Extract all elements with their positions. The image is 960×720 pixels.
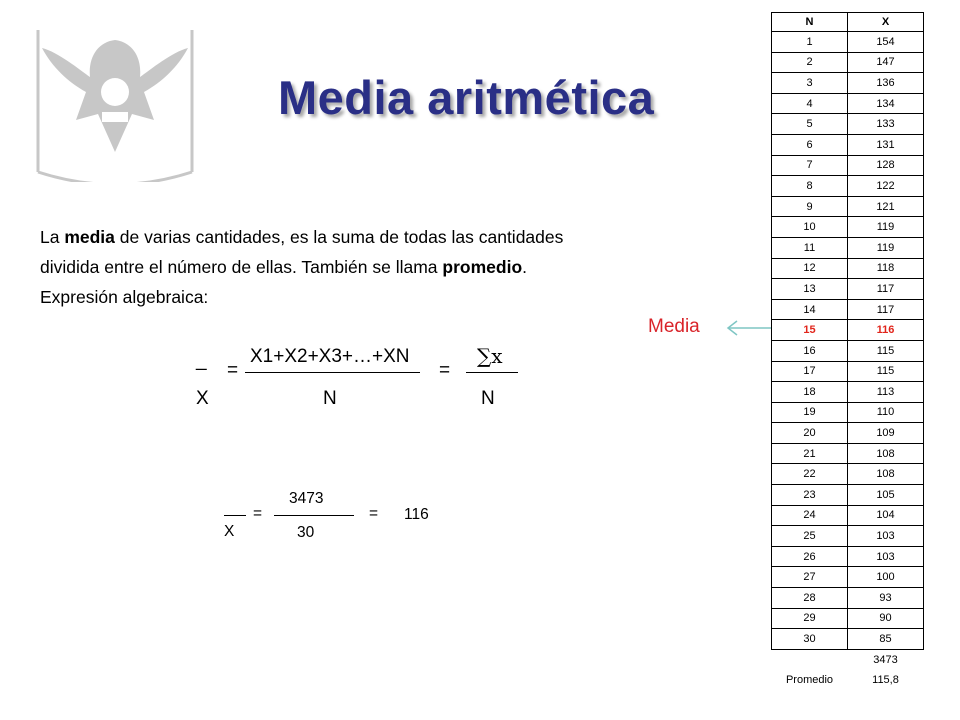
row-index-cell: 2: [772, 52, 848, 73]
table-row: [772, 279, 924, 300]
row-index-cell: 5: [772, 114, 848, 135]
row-value-cell: 121: [848, 196, 924, 217]
row-index-cell: 8: [772, 176, 848, 197]
row-index-cell: 30: [772, 629, 848, 650]
table-row: [772, 340, 924, 361]
table-row: [772, 176, 924, 197]
row-value-cell: 116: [848, 320, 924, 341]
text-span: dividida entre el número de ellas. También se llama: [40, 257, 443, 277]
table-row: [772, 237, 924, 258]
row-index-cell: 21: [772, 443, 848, 464]
formula-equals-2: =: [439, 360, 451, 381]
formula-numerator: X1+X2+X3+…+XN: [250, 346, 410, 367]
row-index-cell: 9: [772, 196, 848, 217]
term-promedio: promedio: [442, 257, 523, 277]
example-result: 116: [404, 506, 429, 523]
row-value-cell: 131: [848, 134, 924, 155]
row-value-cell: 133: [848, 114, 924, 135]
row-value-cell: 117: [848, 279, 924, 300]
row-value-cell: 109: [848, 423, 924, 444]
total-row: [772, 649, 924, 670]
table-row: [772, 567, 924, 588]
table-row: [772, 629, 924, 650]
table-row: [772, 93, 924, 114]
row-index-cell: 25: [772, 526, 848, 547]
definition-line-1: [40, 222, 720, 252]
table-row: [772, 32, 924, 53]
table-row: [772, 505, 924, 526]
row-value-cell: 122: [848, 176, 924, 197]
row-value-cell: 128: [848, 155, 924, 176]
column-header-n: N: [772, 13, 848, 32]
row-value-cell: 93: [848, 588, 924, 609]
total-label-cell: [772, 649, 848, 670]
row-index-cell: 10: [772, 217, 848, 238]
row-value-cell: 108: [848, 443, 924, 464]
row-index-cell: 29: [772, 608, 848, 629]
row-index-cell: 14: [772, 299, 848, 320]
row-index-cell: 7: [772, 155, 848, 176]
row-value-cell: 104: [848, 505, 924, 526]
table-row: [772, 258, 924, 279]
row-value-cell: 110: [848, 402, 924, 423]
formula-denominator: N: [323, 388, 337, 409]
average-row: [772, 670, 924, 690]
table-row: [772, 464, 924, 485]
example-equals-1: =: [253, 505, 263, 522]
row-value-cell: 85: [848, 629, 924, 650]
table-row: [772, 402, 924, 423]
row-value-cell: 154: [848, 32, 924, 53]
formula-sum-denominator: N: [481, 388, 495, 409]
table-header-row: [772, 13, 924, 32]
table-row: [772, 114, 924, 135]
example-fraction-line: [274, 515, 354, 516]
definition-line-3: Expresión algebraica:: [40, 287, 209, 307]
row-value-cell: 100: [848, 567, 924, 588]
row-value-cell: 147: [848, 52, 924, 73]
column-header-x: X: [848, 13, 924, 32]
slide-title: Media aritmética: [278, 71, 655, 124]
total-value: 3473: [873, 653, 898, 666]
row-value-cell: 119: [848, 217, 924, 238]
example-denominator: 30: [297, 524, 315, 541]
row-value-cell: 115: [848, 340, 924, 361]
row-value-cell: 117: [848, 299, 924, 320]
row-index-cell: 20: [772, 423, 848, 444]
text-span: La: [40, 227, 65, 247]
row-value-cell: 115: [848, 361, 924, 382]
table-row: [772, 196, 924, 217]
row-index-cell: 6: [772, 134, 848, 155]
table-row: [772, 52, 924, 73]
formula-x-symbol: X: [196, 388, 209, 409]
row-index-cell: 28: [772, 588, 848, 609]
row-index-cell: 16: [772, 340, 848, 361]
row-index-cell: 27: [772, 567, 848, 588]
table-row: [772, 423, 924, 444]
formula-fraction-line: [245, 372, 420, 373]
text-span: de varias cantidades, es la suma de todas las cantidades: [114, 227, 564, 247]
table-row: [772, 134, 924, 155]
row-value-cell: 134: [848, 93, 924, 114]
table-row: [772, 320, 924, 341]
row-index-cell: 13: [772, 279, 848, 300]
row-index-cell: 22: [772, 464, 848, 485]
arrow-left-icon: [725, 318, 773, 338]
example-x-symbol: X: [224, 523, 235, 540]
average-label: Promedio: [785, 673, 834, 686]
row-index-cell: 1: [772, 32, 848, 53]
table-row: [772, 443, 924, 464]
row-value-cell: 119: [848, 237, 924, 258]
row-value-cell: 118: [848, 258, 924, 279]
table-row: [772, 588, 924, 609]
institution-seal-watermark: [28, 22, 202, 182]
row-value-cell: 105: [848, 485, 924, 506]
row-value-cell: 108: [848, 464, 924, 485]
average-value: 115,8: [872, 673, 899, 686]
definition-line-2: [40, 252, 720, 282]
formula-equals-1: =: [227, 360, 239, 381]
media-label: Media: [648, 316, 700, 337]
formula-bar-symbol: _: [196, 350, 207, 371]
row-index-cell: 15: [772, 320, 848, 341]
table-row: [772, 155, 924, 176]
row-index-cell: 12: [772, 258, 848, 279]
table-row: [772, 73, 924, 94]
example-numerator: 3473: [289, 490, 324, 507]
row-index-cell: 23: [772, 485, 848, 506]
row-index-cell: 18: [772, 382, 848, 403]
data-table: [771, 12, 924, 690]
table-row: [772, 299, 924, 320]
row-value-cell: 136: [848, 73, 924, 94]
row-index-cell: 11: [772, 237, 848, 258]
row-value-cell: 113: [848, 382, 924, 403]
example-equals-2: =: [369, 505, 379, 522]
row-value-cell: 90: [848, 608, 924, 629]
table-row: [772, 217, 924, 238]
formula-sum-numerator: ∑x: [477, 344, 503, 368]
table-row: [772, 526, 924, 547]
row-value-cell: 103: [848, 526, 924, 547]
row-index-cell: 4: [772, 93, 848, 114]
text-span: .: [522, 257, 528, 277]
table-row: [772, 485, 924, 506]
row-index-cell: 3: [772, 73, 848, 94]
row-value-cell: 103: [848, 546, 924, 567]
formula-sum-fraction-line: [466, 372, 518, 373]
table-row: [772, 608, 924, 629]
row-index-cell: 24: [772, 505, 848, 526]
table-row: [772, 361, 924, 382]
row-index-cell: 17: [772, 361, 848, 382]
table-body: [772, 32, 924, 650]
term-media: media: [64, 227, 115, 247]
row-index-cell: 19: [772, 402, 848, 423]
definition-paragraph: [40, 222, 720, 312]
example-bar: [224, 515, 246, 516]
table-row: [772, 382, 924, 403]
table-row: [772, 546, 924, 567]
row-index-cell: 26: [772, 546, 848, 567]
